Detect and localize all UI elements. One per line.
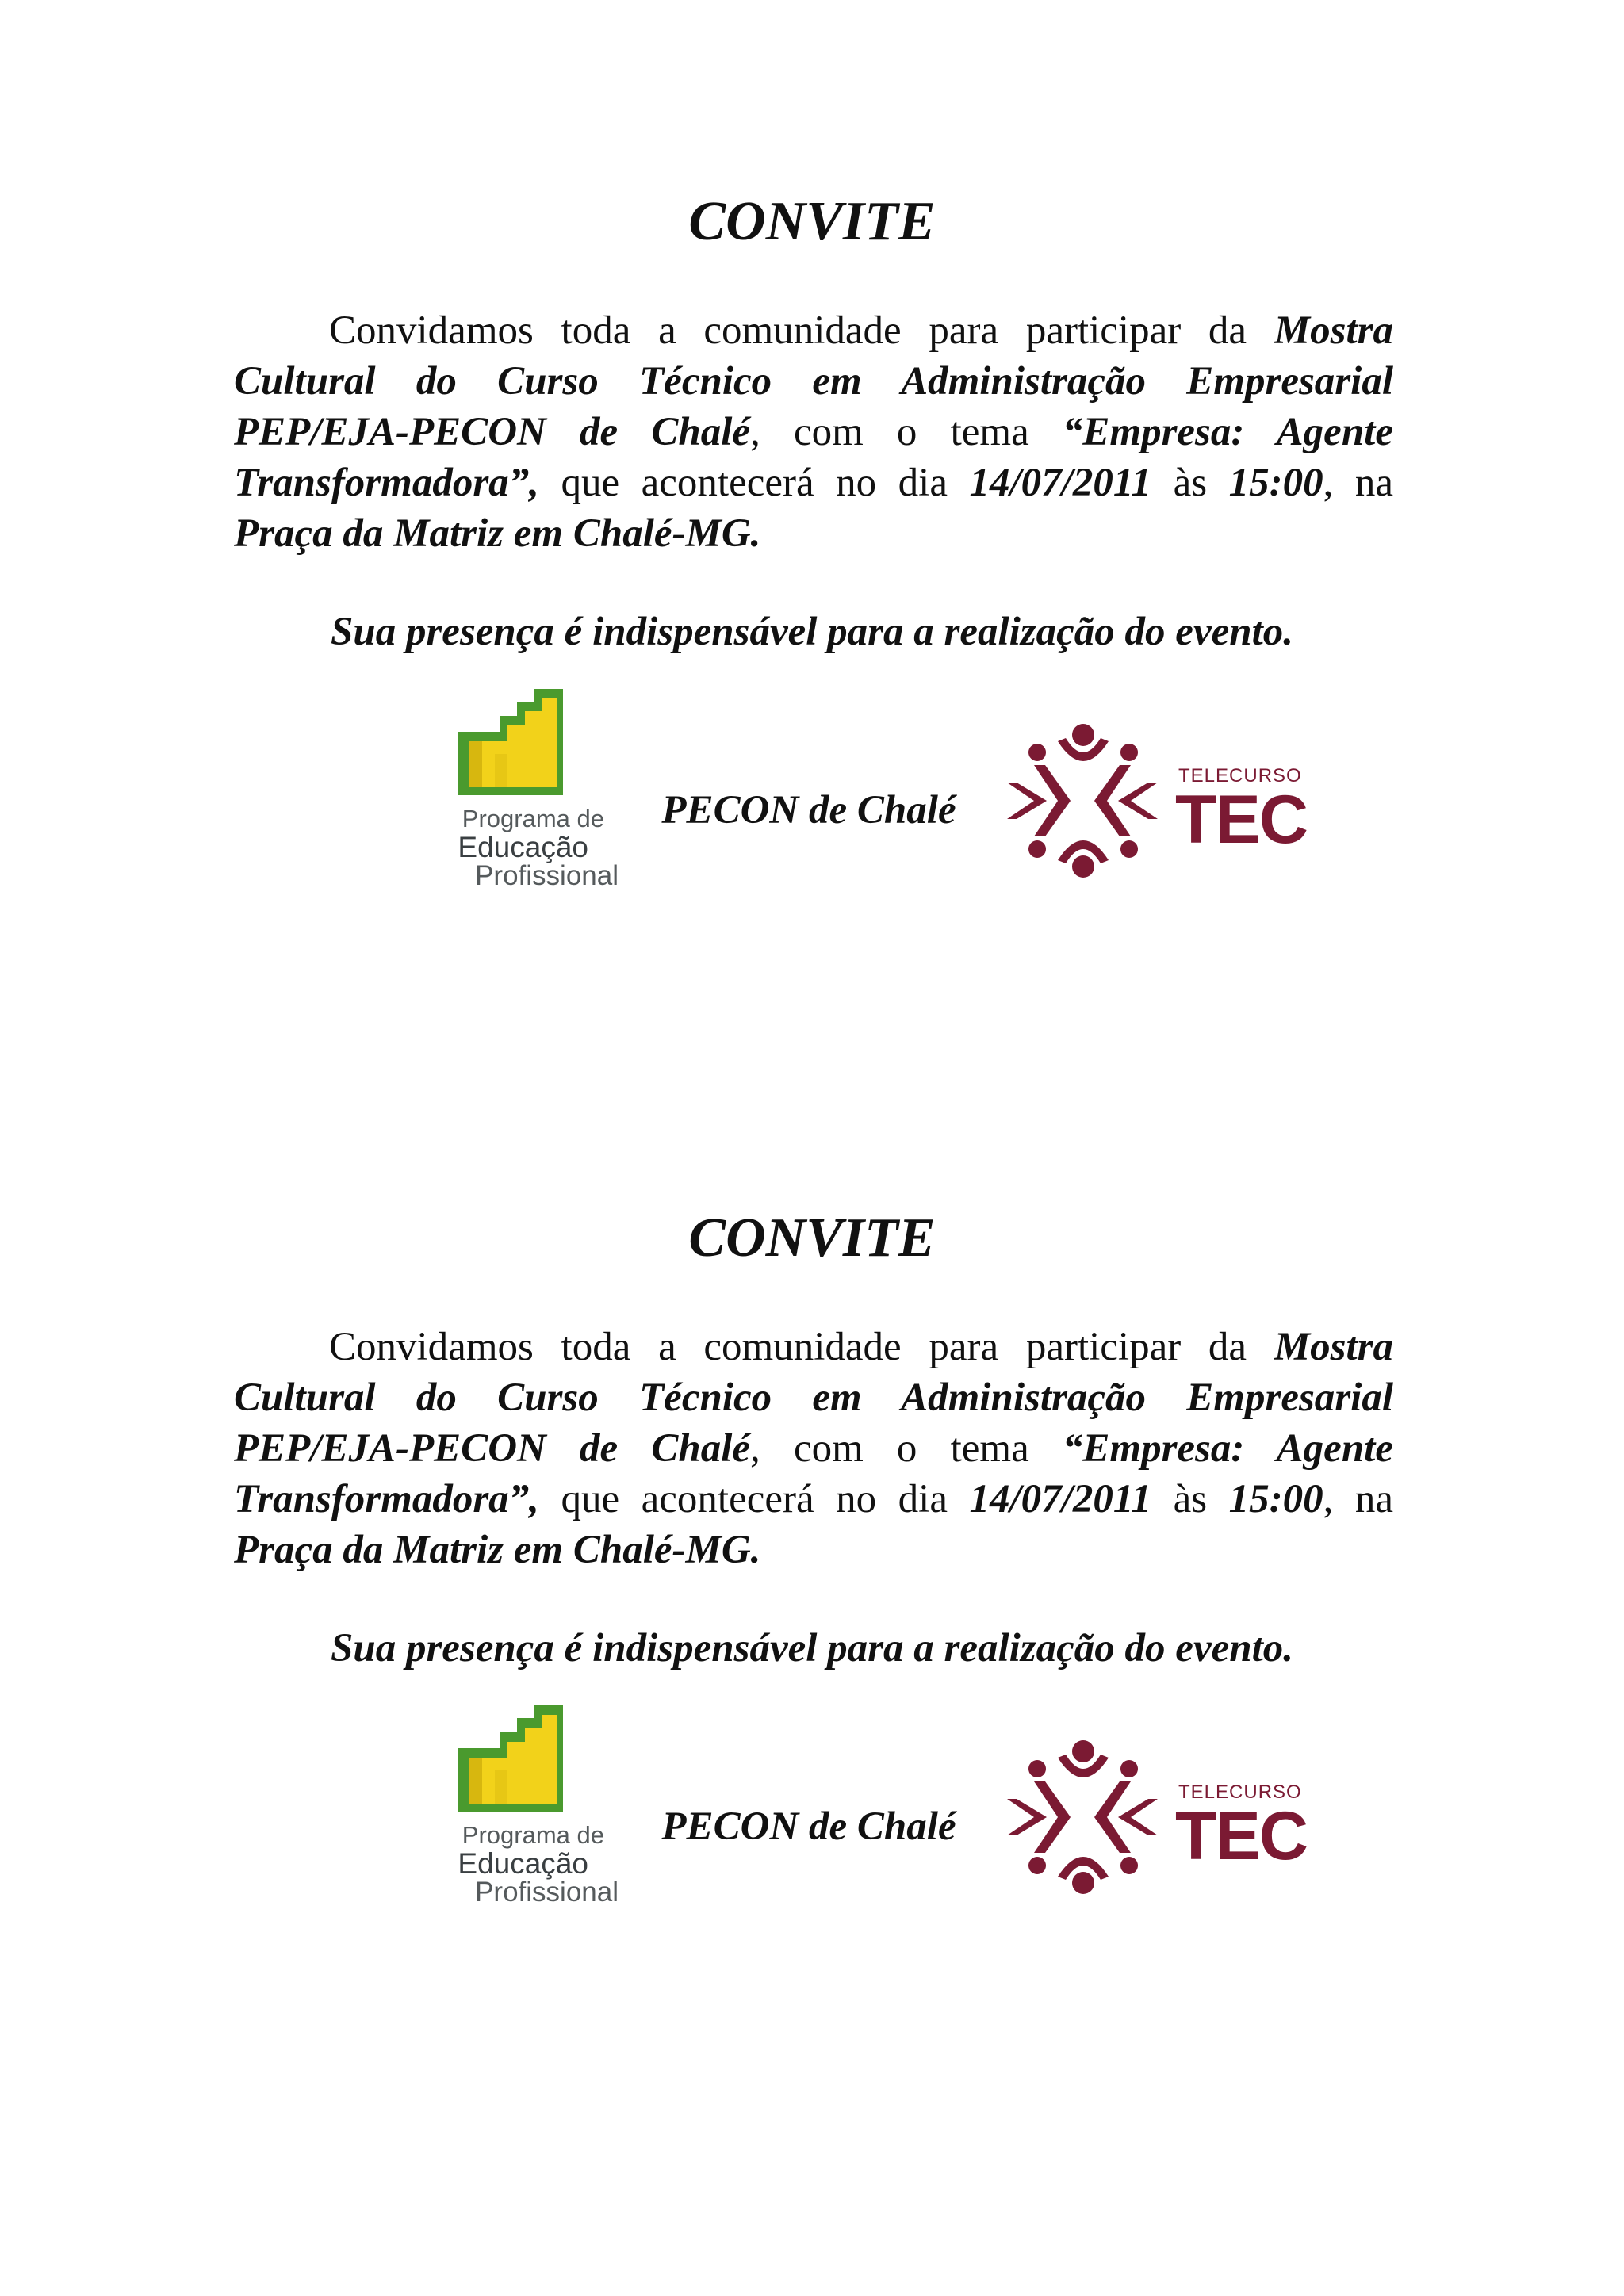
telecurso-emblem-icon	[1002, 1734, 1169, 1900]
invitation-body	[234, 305, 1393, 559]
pep-logo-line2: Educação	[458, 831, 588, 863]
pep-logo-line1: Programa de	[462, 1821, 604, 1849]
pep-logo-line3: Profissional	[475, 1877, 619, 1908]
theme-prefix: , com o tema	[750, 1426, 1063, 1471]
logo-row	[0, 1702, 1624, 1908]
event-date: 14/07/2011	[969, 1477, 1152, 1521]
pecon-label: PECON de Chalé	[661, 1804, 956, 1849]
pep-logo-line1: Programa de	[462, 805, 604, 832]
tec-logo-big-text: TEC	[1175, 782, 1307, 858]
event-name: Mostra Cultural do Curso Técnico em Administração Empresarial PEP/EJA-PECON de Chalé	[234, 308, 1393, 454]
place-prefix: , na	[1323, 461, 1393, 505]
staircase-icon	[452, 1702, 571, 1821]
event-theme: “Empresa: Agente Transformadora”,	[234, 410, 1393, 505]
event-time: 15:00	[1228, 1477, 1323, 1521]
date-prefix: que acontecerá no dia	[538, 461, 970, 505]
event-name: Mostra Cultural do Curso Técnico em Administração Empresarial PEP/EJA-PECON de Chalé	[234, 1325, 1393, 1471]
invitation-2	[0, 1203, 1624, 2225]
invitation-title: CONVITE	[688, 191, 936, 252]
invitation-body	[234, 1322, 1393, 1575]
pep-logo	[428, 686, 619, 892]
event-time: 15:00	[1228, 461, 1323, 505]
pep-logo	[428, 1702, 619, 1908]
telecurso-emblem-icon	[1002, 718, 1169, 884]
event-date: 14/07/2011	[969, 461, 1152, 505]
pecon-label: PECON de Chalé	[661, 788, 956, 832]
presence-note: Sua presença é indispensável para a realização do evento.	[330, 1626, 1293, 1670]
place-prefix: , na	[1323, 1477, 1393, 1521]
time-prefix: às	[1151, 461, 1229, 505]
telecurso-tec-logo	[1002, 1734, 1320, 1900]
event-place: Praça da Matriz em Chalé-MG.	[234, 1528, 761, 1572]
pep-logo-line3: Profissional	[475, 860, 619, 891]
staircase-icon	[452, 686, 571, 805]
tec-logo-small-text: TELECURSO	[1178, 765, 1302, 786]
event-theme: “Empresa: Agente Transformadora”,	[234, 1426, 1393, 1521]
intro-text: Convidamos toda a comunidade para participar da	[329, 1325, 1274, 1369]
pep-logo-text	[428, 805, 619, 890]
pep-logo-line2: Educação	[458, 1847, 588, 1880]
invitation-1	[0, 186, 1624, 1209]
logo-row	[0, 686, 1624, 892]
invitation-title: CONVITE	[688, 1207, 936, 1269]
theme-prefix: , com o tema	[750, 410, 1063, 454]
presence-note: Sua presença é indispensável para a realização do evento.	[330, 610, 1293, 654]
date-prefix: que acontecerá no dia	[538, 1477, 970, 1521]
tec-logo-big-text: TEC	[1175, 1798, 1307, 1874]
tec-logo-small-text: TELECURSO	[1178, 1781, 1302, 1803]
time-prefix: às	[1151, 1477, 1229, 1521]
intro-text: Convidamos toda a comunidade para participar da	[329, 308, 1274, 353]
telecurso-tec-logo	[1002, 718, 1320, 884]
pep-logo-text	[428, 1821, 619, 1907]
event-place: Praça da Matriz em Chalé-MG.	[234, 511, 761, 556]
